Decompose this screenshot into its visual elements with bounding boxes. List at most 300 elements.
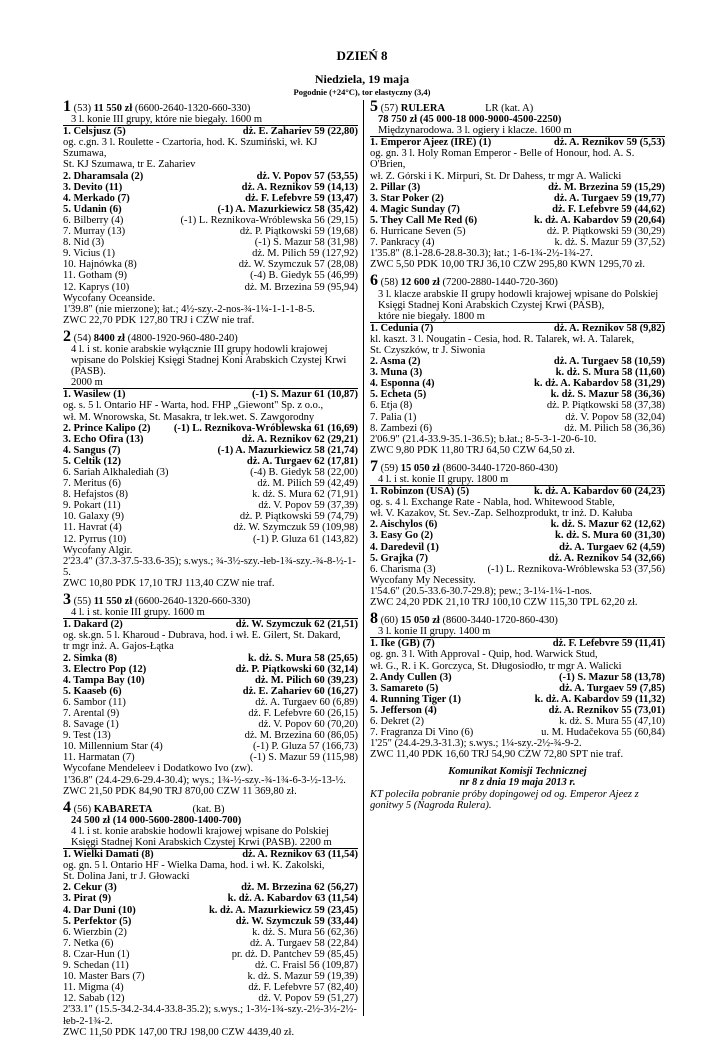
horse-name: 5. Udanin (6)	[63, 203, 122, 215]
result-row	[370, 530, 665, 541]
race-title: 11 550 zł	[93, 103, 133, 114]
result-row	[370, 716, 665, 727]
jockey-info: k. dż. S. Mura 58 (11,60)	[555, 367, 665, 379]
result-note: tr mgr inż. A. Gajos-Łątka	[63, 641, 174, 653]
horse-name: 5. Celtik (12)	[63, 455, 122, 467]
horse-name: 6. Sambor (11)	[63, 696, 126, 708]
horse-name: 4. Merkado (7)	[63, 192, 130, 204]
result-row	[63, 456, 358, 467]
jockey-info: dż. F. Lefebvre 59 (13,47)	[245, 192, 358, 204]
result-row	[63, 467, 358, 478]
horse-name: 2. Pillar (3)	[370, 181, 421, 193]
jockey-info: (-1) S. Mazur 59 (115,98)	[249, 752, 358, 764]
result-note: wł. Z. Górski i K. Mirpuri, St. Dr Dahess, tr mgr A. Walicki	[370, 170, 622, 182]
jockey-info: dż. A. Reznikov 55 (73,01)	[548, 704, 665, 716]
result-row	[370, 182, 665, 193]
race-header	[370, 610, 665, 628]
race-block	[370, 272, 665, 456]
race-distance: które nie biegały. 1800 m	[370, 311, 665, 323]
jockey-info: k. dż. S. Mazur 59 (37,52)	[554, 237, 665, 249]
result-row	[63, 226, 358, 237]
result-row	[370, 727, 665, 738]
result-row	[63, 882, 358, 893]
race-prize: 78 750 zł (45 000-18 000-9000-4500-2250)	[378, 114, 562, 126]
jockey-info: (-1) S. Mazur 58 (13,78)	[559, 671, 665, 683]
horse-name: 4. Esponna (4)	[370, 378, 435, 390]
race-title: KABARETA	[93, 803, 153, 815]
horse-name: 3. Muna (3)	[370, 367, 423, 379]
result-row	[370, 553, 665, 564]
jockey-info: dż. A. Reznikov 63 (11,54)	[242, 849, 358, 861]
horse-name: 2. Prince Kalipo (2)	[63, 422, 151, 434]
horse-name: 3. Pirat (9)	[63, 893, 112, 905]
race-header	[370, 98, 665, 115]
horse-name: 2. Dharamsala (2)	[63, 170, 144, 182]
horse-name: 3. Electro Pop (12)	[63, 663, 147, 675]
jockey-info: dż. M. Brzezina 62 (56,27)	[241, 882, 358, 894]
race-header	[63, 591, 358, 609]
jockey-info: k. dż. S. Mura 62 (71,91)	[252, 489, 358, 501]
horse-name: 6. Hurricane Seven (5)	[370, 226, 466, 238]
result-row	[370, 638, 665, 649]
horse-name: 7. Palia (1)	[370, 411, 417, 423]
result-note: Wycofane Mendeleev i Dodatkowo Ivo (zw).	[63, 763, 254, 775]
race-prize-split: (6600-2640-1320-660-330)	[134, 596, 251, 608]
race-index: (57)	[380, 103, 399, 114]
jockey-info: dż. A. Reznikov 59 (5,53)	[553, 137, 665, 149]
jockey-info: dż. E. Zahariev 59 (22,80)	[242, 126, 358, 138]
horse-name: 7. Fragranza Di Vino (6)	[370, 727, 474, 739]
horse-name: 1. Wielki Damati (8)	[63, 849, 154, 861]
race-header	[370, 457, 665, 475]
race-distance: 2000 m	[63, 377, 358, 389]
jockey-info: (-1) P. Gluza 57 (166,73)	[253, 741, 358, 753]
race-header	[63, 798, 358, 816]
horse-name: 9. Pokart (11)	[63, 500, 121, 512]
result-row	[370, 412, 665, 423]
result-row	[63, 938, 358, 949]
horse-name: 6. Bilberry (4)	[63, 214, 124, 226]
result-row	[370, 378, 665, 389]
result-note: 1'35.8" (8.1-28.6-28.8-30.3); łat.; 1-6-1¾-2½-1¾-27.	[370, 248, 593, 260]
horse-name: 11. Harmatan (7)	[63, 752, 135, 764]
result-note: ZWC 10,80 PDK 17,10 TRJ 113,40 CZW nie traf.	[63, 577, 275, 589]
jockey-info: k. dż. A. Kabardov 58 (31,29)	[534, 378, 665, 390]
jockey-info: k. dż. S. Mazur 62 (12,62)	[550, 519, 665, 531]
result-note: kl. kaszt. 3 l. Nougatin - Cesia, hod. R. Talarek, wł. A. Talarek,	[370, 333, 635, 345]
result-row	[63, 259, 358, 270]
jockey-info: dż. F. Lefebvre 60 (26,15)	[248, 707, 358, 719]
page-title: DZIEŃ 8	[336, 48, 388, 63]
horse-name: 5. Grajka (7)	[370, 552, 429, 564]
horse-name: 4. Daredevil (1)	[370, 541, 439, 553]
horse-name: 2. Simka (8)	[63, 652, 117, 664]
horse-name: 5. They Call Me Red (6)	[370, 214, 478, 226]
result-note: St. Czyszków, tr J. Siwonia	[370, 344, 486, 356]
race-number: 4	[63, 798, 71, 816]
result-row	[370, 683, 665, 694]
horse-name: 2. Cekur (3)	[63, 882, 117, 894]
komunikat-block	[370, 766, 665, 810]
result-row	[370, 226, 665, 237]
horse-name: 6. Wierzbin (2)	[63, 926, 127, 938]
horse-name: 5. Perfektor (5)	[63, 915, 132, 927]
jockey-info: dż. C. Fraisl 56 (109,87)	[255, 960, 358, 972]
race-prize: 24 500 zł (14 000-5600-2800-1400-700)	[71, 814, 242, 826]
jockey-info: pr. dż. D. Pantchev 59 (85,45)	[231, 948, 358, 960]
result-note: 1'25" (24.4-29.3-31.3); s.wys.; 1¼-szy.-2½-¾-9-2.	[370, 738, 582, 750]
result-note: ZWC 22,70 PDK 127,80 TRJ i CZW nie traf.	[63, 314, 255, 326]
horse-name: 4. Running Tiger (1)	[370, 693, 462, 705]
result-row	[370, 204, 665, 215]
result-note: Wycofany Algir.	[63, 544, 133, 556]
result-row	[63, 893, 358, 904]
race-number: 5	[370, 98, 378, 115]
horse-name: 8. Savage (1)	[63, 719, 119, 731]
result-row	[63, 489, 358, 500]
horse-name: 12. Pyrrus (10)	[63, 533, 127, 545]
result-note: ZWC 24,20 PDK 21,10 TRJ 100,10 CZW 115,30 TPL 62,20 zł.	[370, 597, 638, 609]
result-note: St. KJ Szumawa, tr E. Zahariev	[63, 159, 196, 171]
result-row	[63, 916, 358, 927]
race-header	[63, 327, 358, 345]
track-conditions: Pogodnie (+24°C), tor elastyczny (3,4)	[293, 87, 431, 97]
horse-name: 7. Netka (6)	[63, 937, 114, 949]
race-index: (58)	[380, 277, 399, 289]
result-row	[63, 708, 358, 719]
race-title: 8400 zł	[93, 332, 125, 344]
horse-name: 4. Dar Duni (10)	[63, 904, 136, 916]
result-row	[63, 193, 358, 204]
result-note: 1'36.8" (24.4-29.6-29.4-30.4); wys.; 1¾-½-szy.-¾-1¾-6-3-½-13-½.	[63, 774, 346, 786]
jockey-info: dż. W. Szymczuk 59 (109,98)	[233, 522, 358, 534]
result-note: og. gn. 3 l. Holy Roman Emperor - Belle of Honour, hod. A. S. O'Brien,	[370, 148, 635, 171]
race-category: LR (kat. A)	[485, 103, 534, 114]
result-row	[370, 486, 665, 497]
jockey-info: k. dż. A. Mazurkiewicz 59 (23,45)	[208, 904, 358, 916]
jockey-info: dż. A. Turgaev 59 (7,85)	[559, 682, 665, 694]
result-note: St. Dolina Jani, tr J. Głowacki	[63, 871, 190, 883]
result-row	[370, 237, 665, 248]
result-note: wł. G., R. i K. Gorczyca, St. Długosiodło, tr mgr A. Walicki	[370, 660, 622, 672]
result-row	[63, 619, 358, 630]
komunikat-title: Komunikat Komisji Technicznej	[448, 766, 587, 778]
result-row	[63, 182, 358, 193]
result-row	[370, 367, 665, 378]
horse-name: 5. Jefferson (4)	[370, 704, 437, 716]
jockey-info: dż. V. Popov 60 (70,20)	[258, 719, 358, 731]
horse-name: 5. Echeta (5)	[370, 389, 427, 401]
race-block	[63, 98, 358, 326]
horse-name: 7. Murray (13)	[63, 226, 126, 238]
horse-name: 10. Hajnówka (8)	[63, 259, 137, 271]
horse-name: 1. Robinzon (USA) (5)	[370, 486, 470, 498]
horse-name: 9. Schedan (11)	[63, 960, 129, 972]
result-note: 2'06.9" (21.4-33.9-35.1-36.5); b.łat.; 8-5-3-1-20-6-10.	[370, 433, 597, 445]
horse-name: 8. Zambezi (6)	[370, 422, 433, 434]
horse-name: 2. Aischylos (6)	[370, 519, 438, 531]
race-index: (54)	[73, 332, 92, 344]
horse-name: 3. Echo Ofira (13)	[63, 433, 144, 445]
result-note: 1'39.8" (nie mierzone); łat.; 4½-szy.-2-nos-¾-1¼-1-1-1-8-5.	[63, 303, 315, 315]
horse-name: 2. Andy Cullen (3)	[370, 671, 452, 683]
result-row	[63, 478, 358, 489]
race-title: RULERA	[400, 103, 446, 114]
horse-name: 1. Wasilew (1)	[63, 389, 126, 401]
race-conditions: 4 l. i st. konie arabskie wyłącznie III grupy hodowli krajowej wpisane do Polskiej Księgi Stadnej Koni Arabskich Czystej Krwi (PASB).	[71, 343, 347, 378]
race-index: (60)	[380, 615, 399, 627]
result-note: 1'54.6" (20.5-33.6-30.7-29.8); pew.; 3-1¼-1¼-1-nos.	[370, 585, 592, 597]
result-row	[63, 389, 358, 400]
jockey-info: dż. M. Pilich 58 (36,36)	[564, 422, 665, 434]
jockey-info: dż. M. Pilich 60 (39,23)	[255, 674, 358, 686]
race-number: 3	[63, 591, 71, 609]
result-row	[370, 193, 665, 204]
column-divider	[363, 100, 364, 1016]
horse-name: 9. Vicius (1)	[63, 248, 115, 260]
race-number: 8	[370, 610, 378, 628]
result-row	[63, 849, 358, 860]
result-row	[370, 672, 665, 683]
jockey-info: (-4) B. Giedyk 58 (22,00)	[250, 467, 358, 478]
jockey-info: dż. F. Lefebvre 59 (11,41)	[552, 638, 665, 650]
race-conditions: 4 l. i st. konie III grupy. 1600 m	[63, 607, 358, 619]
jockey-info: dż. V. Popov 58 (32,04)	[565, 411, 665, 423]
jockey-info: k. dż. S. Mazur 59 (19,39)	[247, 971, 358, 983]
result-row	[63, 653, 358, 664]
jockey-info: dż. M. Brzezina 60 (86,05)	[244, 730, 358, 742]
race-index: (55)	[73, 596, 92, 608]
result-row	[63, 741, 358, 752]
result-row	[370, 423, 665, 434]
horse-name: 4. Tampa Bay (10)	[63, 674, 145, 686]
result-row	[63, 960, 358, 971]
result-row	[63, 675, 358, 686]
horse-name: 6. Charisma (3)	[370, 563, 436, 575]
result-note: ZWC 11,50 PDK 147,00 TRJ 198,00 CZW 4439,40 zł.	[63, 1026, 295, 1038]
race-block	[63, 327, 358, 589]
result-row	[63, 171, 358, 182]
horse-name: 12. Kaprys (10)	[63, 281, 130, 293]
jockey-info: k. dż. A. Kabardov 63 (11,54)	[227, 893, 358, 905]
race-index: (59)	[380, 462, 399, 474]
result-row	[63, 282, 358, 293]
race-prize-split: (4800-1920-960-480-240)	[127, 332, 238, 344]
result-row	[370, 519, 665, 530]
result-row	[63, 730, 358, 741]
horse-name: 9. Test (13)	[63, 730, 111, 742]
result-row	[63, 686, 358, 697]
result-row	[370, 694, 665, 705]
result-row	[370, 323, 665, 334]
horse-name: 10. Galaxy (9)	[63, 511, 124, 523]
result-note: og. sk.gn. 5 l. Kharoud - Dubrava, hod. i wł. E. Gilert, St. Dakard,	[63, 630, 341, 642]
right-column	[370, 98, 665, 811]
horse-name: 11. Gotham (9)	[63, 270, 128, 282]
jockey-info: dż. W. Szymczuk 62 (21,51)	[235, 619, 358, 631]
left-column	[63, 98, 358, 1043]
jockey-info: (-4) B. Giedyk 55 (46,99)	[250, 270, 358, 282]
jockey-info: dż. A. Turgaev 59 (19,77)	[553, 192, 665, 204]
result-row	[370, 705, 665, 716]
jockey-info: dż. W. Szymczuk 57 (28,08)	[238, 259, 358, 271]
race-number: 1	[63, 98, 71, 115]
horse-name: 1. Ike (GB) (7)	[370, 638, 435, 650]
jockey-info: dż. A. Turgaev 62 (17,81)	[246, 455, 358, 467]
horse-name: 3. Devito (11)	[63, 181, 123, 193]
jockey-info: u. M. Hudačekova 55 (60,84)	[541, 727, 665, 739]
jockey-info: k. dż. S. Mura 60 (31,30)	[555, 530, 665, 542]
jockey-info: dż. F. Lefebvre 57 (82,40)	[248, 982, 358, 994]
result-row	[370, 389, 665, 400]
race-conditions: 4 l. i st. konie II grupy. 1800 m	[370, 474, 665, 486]
result-note: Wycofany My Necessity.	[370, 574, 476, 586]
race-prize-split: (8600-3440-1720-860-430)	[442, 462, 558, 474]
result-row	[63, 126, 358, 137]
jockey-info: dż. P. Piątkowski 59 (30,29)	[546, 226, 665, 238]
jockey-info: dż. M. Pilich 59 (127,92)	[252, 248, 358, 260]
jockey-info: dż. A. Reznikov 62 (29,21)	[241, 433, 358, 445]
result-note: ZWC 11,40 PDK 16,60 TRJ 54,90 CZW 72,80 SPT nie traf.	[370, 749, 624, 761]
race-index: (56)	[73, 803, 92, 815]
result-row	[63, 204, 358, 215]
result-row	[63, 434, 358, 445]
race-title: 15 050 zł	[400, 462, 440, 474]
horse-name: 8. Czar-Hun (1)	[63, 948, 130, 960]
result-note: Wycofany Oceanside.	[63, 292, 156, 304]
jockey-info: (-1) L. Reznikova-Wróblewska 61 (16,69)	[173, 422, 358, 434]
result-row	[63, 423, 358, 434]
horse-name: 3. Samareto (5)	[370, 682, 439, 694]
horse-name: 3. Star Poker (2)	[370, 192, 444, 204]
horse-name: 4. Sangus (7)	[63, 444, 121, 456]
result-note: ZWC 5,50 PDK 10,00 TRJ 36,10 CZW 295,80 KWN 1295,70 zł.	[370, 259, 645, 271]
horse-name: 10. Millennium Star (4)	[63, 741, 163, 753]
result-row	[370, 137, 665, 148]
result-row	[63, 982, 358, 993]
result-row	[63, 534, 358, 545]
result-row	[63, 905, 358, 916]
race-conditions: Międzynarodowa. 3 l. ogiery i klacze. 1600 m	[370, 125, 665, 137]
horse-name: 7. Arental (9)	[63, 707, 120, 719]
result-row	[63, 237, 358, 248]
jockey-info: dż. V. Popov 59 (37,39)	[258, 500, 358, 512]
jockey-info: dż. E. Zahariev 60 (16,27)	[242, 685, 358, 697]
race-date: Niedziela, 19 maja	[314, 72, 410, 86]
jockey-info: dż. A. Turgaev 62 (4,59)	[559, 541, 665, 553]
horse-name: 10. Master Bars (7)	[63, 971, 145, 983]
result-row	[63, 993, 358, 1004]
result-note: og. gn. 3 l. With Approval - Quip, hod. Warwick Stud,	[370, 649, 598, 661]
horse-name: 1. Celsjusz (5)	[63, 126, 126, 138]
result-note: 2'33.1" (15.5-34.2-34.4-33.8-35.2); s.wys.; 1-3½-1¾-szy.-2½-3½-2½-łeb-2-1¾-2.	[63, 1004, 357, 1027]
result-note: og. gn. 5 l. Ontario HF - Wielka Dama, hod. i wł. K. Zakolski,	[63, 860, 325, 872]
race-block	[63, 798, 358, 1038]
race-header	[370, 272, 665, 290]
race-title: 15 050 zł	[400, 615, 440, 627]
result-row	[370, 356, 665, 367]
result-note: og. c.gn. 3 l. Roulette - Czartoria, hod. K. Szumiński, wł. KJ Szumawa,	[63, 137, 318, 160]
horse-name: 4. Magic Sunday (7)	[370, 203, 460, 215]
jockey-info: k. dż. A. Kabardov 60 (24,23)	[534, 486, 665, 498]
result-row	[63, 719, 358, 730]
race-conditions: 3 l. konie III grupy, które nie biegały. 1600 m	[63, 114, 358, 126]
horse-name: 3. Easy Go (2)	[370, 530, 433, 542]
race-title: 12 600 zł	[400, 277, 440, 289]
jockey-info: k. dż. S. Mura 56 (62,36)	[252, 926, 358, 938]
result-row	[63, 971, 358, 982]
horse-name: 12. Sabab (12)	[63, 993, 125, 1005]
jockey-info: dż. P. Piątkowski 58 (37,38)	[546, 400, 665, 412]
jockey-info: dż. A. Turgaev 60 (6,89)	[255, 696, 358, 708]
horse-name: 8. Hefajstos (8)	[63, 489, 129, 501]
race-prize-split: (6600-2640-1320-660-330)	[134, 103, 251, 114]
jockey-info: (-1) L. Reznikova-Wróblewska 53 (37,56)	[487, 563, 665, 575]
race-title: 11 550 zł	[93, 596, 133, 608]
result-note: 2'23.4" (37.3-37.5-33.6-35); s.wys.; ¾-3½-szy.-łeb-1¾-szy.-¾-8-½-1-5.	[63, 555, 356, 578]
race-block	[370, 610, 665, 761]
result-row	[63, 270, 358, 281]
jockey-info: dż. P. Piątkowski 60 (32,14)	[235, 663, 358, 675]
result-row	[63, 511, 358, 522]
jockey-info: k. dż. S. Mazur 58 (36,36)	[550, 389, 665, 401]
horse-name: 7. Meritus (6)	[63, 478, 122, 490]
jockey-info: dż. P. Piątkowski 59 (19,68)	[239, 226, 358, 238]
jockey-info: dż. V. Popov 59 (51,27)	[258, 993, 358, 1005]
race-prize-split: (8600-3440-1720-860-430)	[442, 615, 558, 627]
result-row	[63, 522, 358, 533]
jockey-info: k. dż. A. Kabardov 59 (20,64)	[534, 214, 665, 226]
result-row	[370, 215, 665, 226]
result-row	[63, 927, 358, 938]
horse-name: 1. Cedunia (7)	[370, 322, 434, 334]
horse-name: 7. Pankracy (4)	[370, 237, 435, 249]
race-prize-split: (7200-2880-1440-720-360)	[442, 277, 558, 289]
horse-name: 1. Emperor Ajeez (IRE) (1)	[370, 137, 492, 149]
jockey-info: (-1) S. Mazur 58 (31,98)	[254, 237, 358, 249]
result-row	[63, 500, 358, 511]
horse-name: 1. Dakard (2)	[63, 619, 123, 631]
race-header	[63, 98, 358, 115]
result-note: ZWC 9,80 PDK 11,80 TRJ 64,50 CZW 64,50 zł.	[370, 444, 575, 456]
horse-name: 2. Asma (2)	[370, 356, 421, 368]
jockey-info: dż. A. Reznikov 59 (14,13)	[241, 181, 358, 193]
jockey-info: dż. V. Popov 57 (53,55)	[256, 170, 358, 182]
jockey-info: dż. A. Turgaev 58 (10,59)	[553, 356, 665, 368]
result-row	[370, 400, 665, 411]
result-row	[63, 949, 358, 960]
result-row	[370, 564, 665, 575]
race-conditions: 3 l. konie II grupy. 1400 m	[370, 626, 665, 638]
result-note: wł. V. Kazakov, St. Sev.-Zap. Selhozprodukt, tr inż. D. Kałuba	[370, 508, 633, 520]
horse-name: 11. Havrat (4)	[63, 522, 122, 534]
result-note: og. s. 5 l. Ontario HF - Warta, hod. FHP „Giewont" Sp. z o.o.,	[63, 400, 324, 412]
jockey-info: dż. A. Reznikov 54 (32,66)	[548, 552, 665, 564]
jockey-info: (-1) A. Mazurkiewicz 58 (35,42)	[217, 203, 358, 215]
result-row	[63, 697, 358, 708]
result-row	[63, 752, 358, 763]
race-conditions: 4 l. i st. konie arabskie hodowli krajowej wpisane do Polskiej Księgi Stadnej Koni Arabskich Czystej Krwi (PASB). 2200 m	[63, 826, 358, 849]
race-number: 6	[370, 272, 378, 290]
horse-name: 6. Dekret (2)	[370, 715, 424, 727]
race-number: 2	[63, 327, 71, 345]
race-block	[63, 591, 358, 797]
result-row	[63, 664, 358, 675]
result-row	[63, 215, 358, 226]
horse-name: 6. Sariah Alkhalediah (3)	[63, 467, 169, 478]
race-number: 7	[370, 457, 378, 475]
result-note: ZWC 21,50 PDK 84,90 TRJ 870,00 CZW 11 369,80 zł.	[63, 785, 297, 797]
